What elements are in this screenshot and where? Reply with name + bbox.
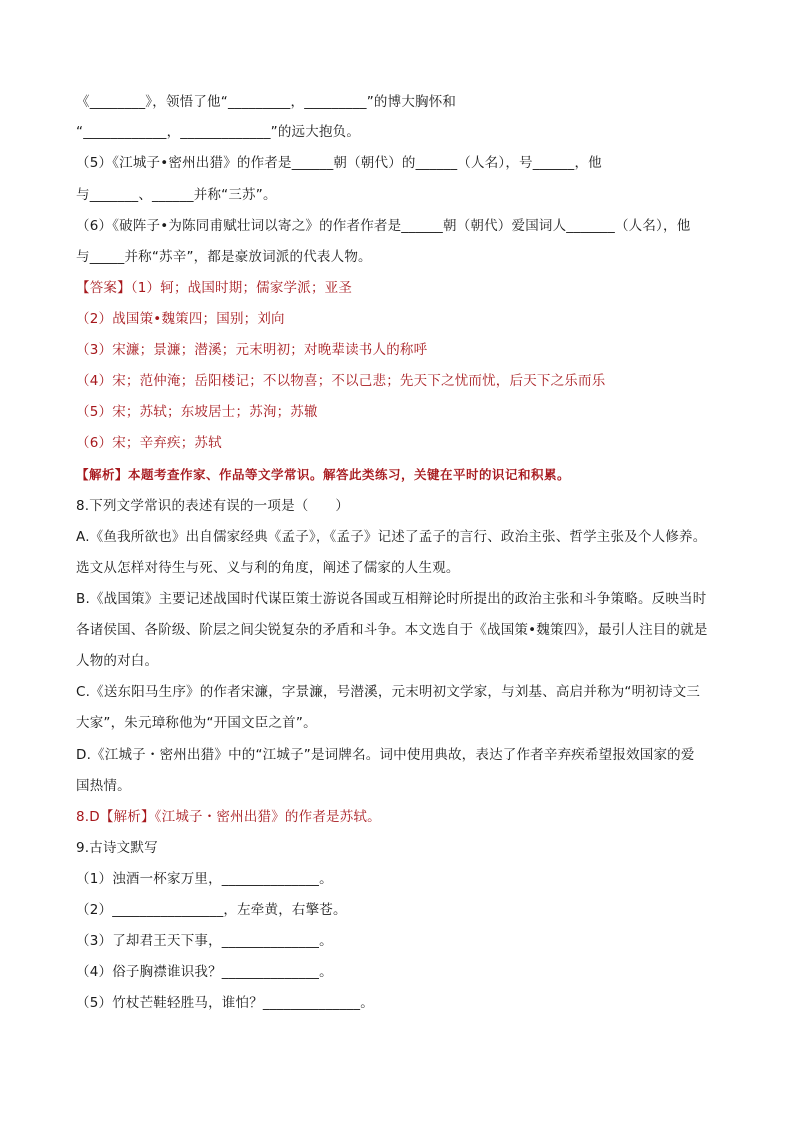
text-line: 国热情。 [76,778,131,794]
text-line: 与_______、______并称“三苏”。 [76,187,277,203]
text-line: 各诸侯国、各阶级、阶层之间尖锐复杂的矛盾和斗争。本文选自于《战国策•魏策四》，最引人注目的就是 [76,622,708,638]
text-line: 【解析】本题考查作家、作品等文学常识。解答此类练习，关键在平时的识记和积累。 [76,467,571,482]
text-line: 大家”，朱元璋称他为“开国文臣之首”。 [76,715,317,731]
text-line: （2）________________，左牵黄，右擎苍。 [76,902,347,918]
text-line: （2）战国策•魏策四；国别；刘向 [76,311,285,327]
text-line: （5）竹杖芒鞋轻胜马，谁怕？______________。 [76,995,374,1011]
text-line: （6）宋；辛弃疾；苏轼 [76,435,222,451]
text-line: （6）《破阵子•为陈同甫赋壮词以寄之》的作者作者是______朝（朝代）爱国词人_______（人名），他 [76,218,691,234]
text-line: 与_____并称“苏辛”，都是豪放词派的代表人物。 [76,249,372,265]
text-line: 选文从怎样对待生与死、义与利的角度，阐述了儒家的人生观。 [76,560,460,576]
text-line: B.《战国策》主要记述战国时代谋臣策士游说各国或互相辩论时所提出的政治主张和斗争策略。反映当时 [76,591,707,607]
text-line: D.《江城子・密州出猎》中的“江城子”是词牌名。词中使用典故，表达了作者辛弃疾希望报效国家的爱 [76,747,695,763]
text-line: （1）浊酒一杯家万里，______________。 [76,871,333,887]
text-line: 【答案】（1）轲；战国时期；儒家学派；亚圣 [76,280,353,296]
text-line: 9.古诗文默写 [76,840,158,856]
text-line: C.《送东阳马生序》的作者宋濂，字景濂，号潜溪，元末明初文学家，与刘基、高启并称为“明初诗文三 [76,684,701,700]
text-line: （4）宋；范仲淹；岳阳楼记；不以物喜；不以己悲；先天下之忧而忧，后天下之乐而乐 [76,373,606,389]
text-line: （4）俗子胸襟谁识我？______________。 [76,964,333,980]
text-line: 《________》，领悟了他“_________，_________”的博大胸怀和 [76,94,457,110]
text-line: （5）宋；苏轼；东坡居士；苏洵；苏辙 [76,404,318,420]
text-line: A.《鱼我所欲也》出自儒家经典《孟子》，《孟子》记述了孟子的言行、政治主张、哲学主张及个人修养。 [76,529,707,545]
text-line: （3）宋濂；景濂；潜溪；元末明初；对晚辈读书人的称呼 [76,342,428,358]
text-line: （5）《江城子•密州出猎》的作者是______朝（朝代）的______（人名），号______，他 [76,155,602,171]
text-line: 8.D【解析】《江城子・密州出猎》的作者是苏轼。 [76,809,381,825]
text-line: “____________，_____________”的远大抱负。 [76,124,361,140]
text-line: 8.下列文学常识的表述有误的一项是（ ） [76,498,350,514]
text-line: 人物的对白。 [76,653,159,669]
text-line: （3）了却君王天下事，______________。 [76,933,333,949]
